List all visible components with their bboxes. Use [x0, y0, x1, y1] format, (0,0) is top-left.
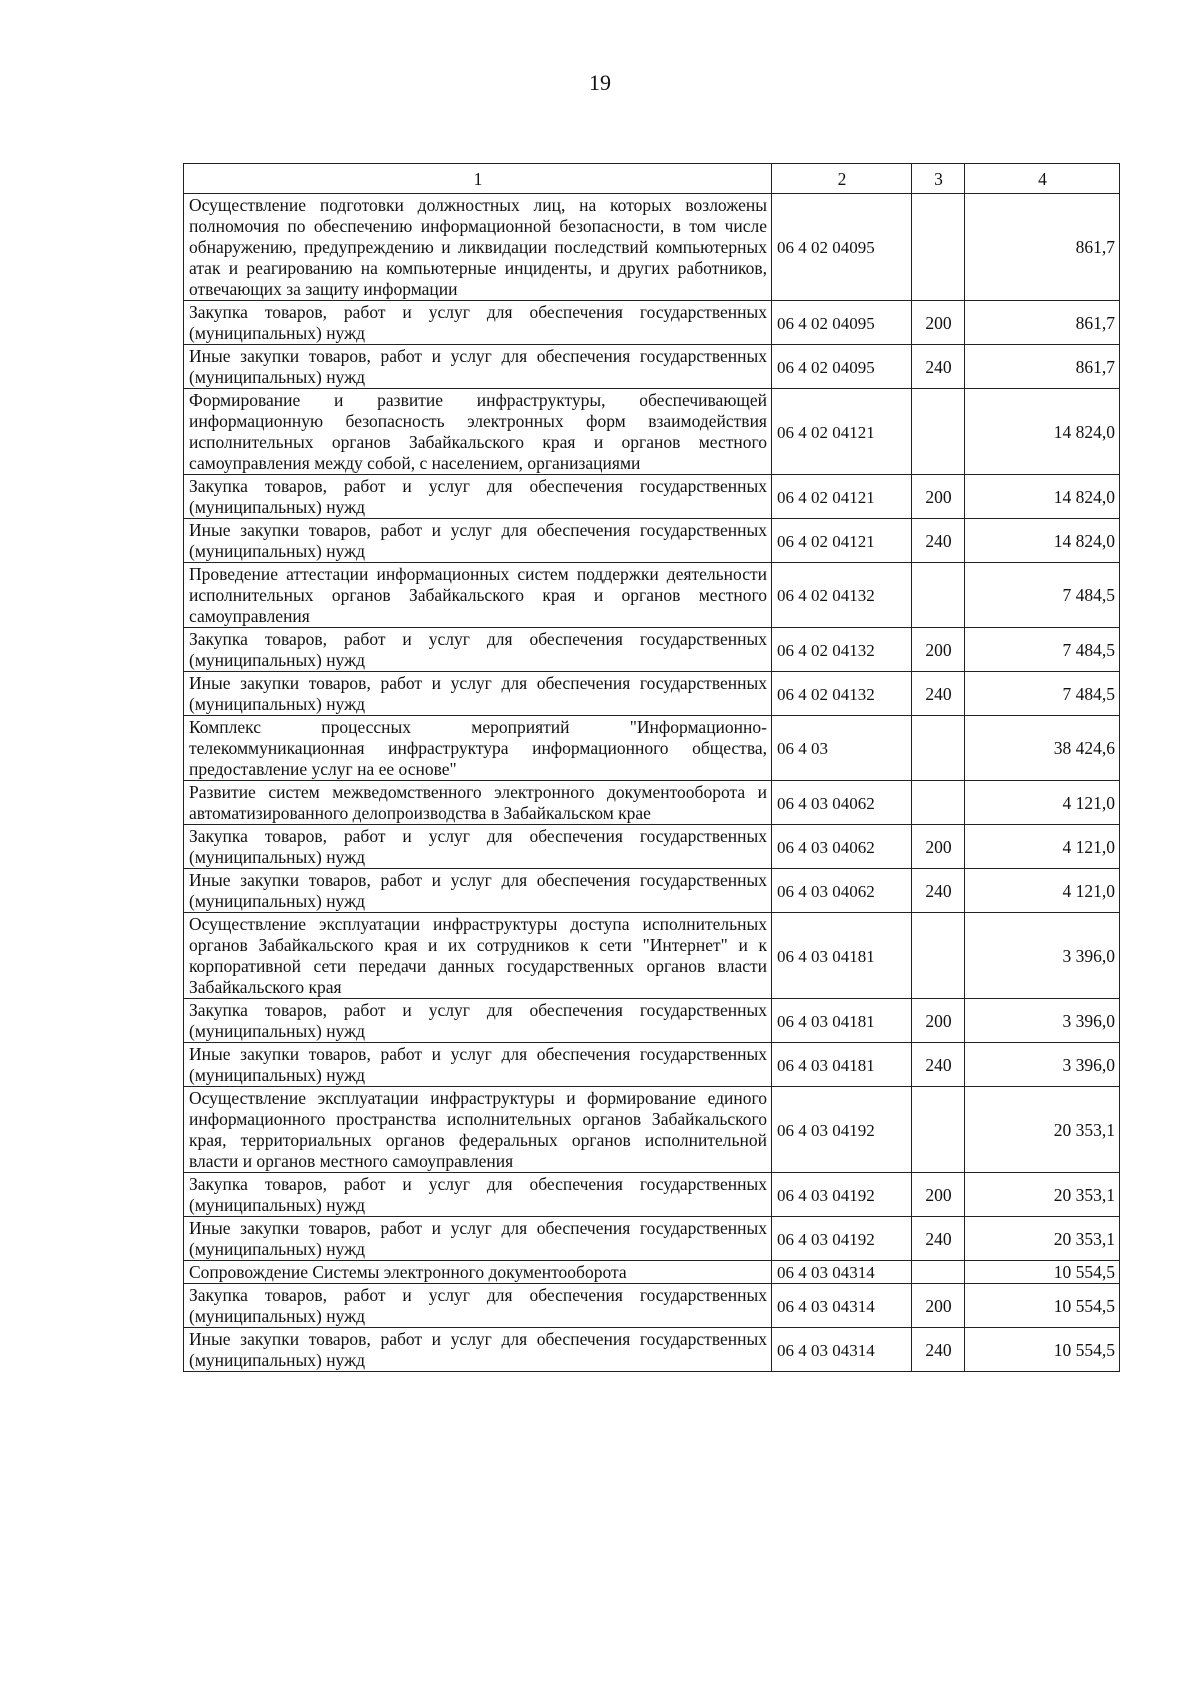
table-row: [184, 869, 1120, 913]
row-sum-cell: 14 824,0: [965, 475, 1120, 519]
row-sum-cell: 4 121,0: [965, 781, 1120, 825]
row-code-cell: 06 4 02 04121: [772, 519, 912, 563]
row-type-cell: [912, 716, 965, 781]
row-type-cell: 240: [912, 1328, 965, 1372]
row-type-cell: [912, 1261, 965, 1284]
row-sum-cell: 4 121,0: [965, 825, 1120, 869]
row-code-cell: 06 4 02 04121: [772, 475, 912, 519]
row-type-cell: 200: [912, 628, 965, 672]
row-name-cell: Осуществление эксплуатации инфраструктуры доступа исполнительных органов Забайкальского края и их сотрудников к сети "Интернет" и к корпоративной сети передачи данных государственных органов власти Забайкальского края: [184, 913, 772, 999]
table-row: [184, 1087, 1120, 1173]
row-code-cell: 06 4 02 04095: [772, 345, 912, 389]
row-name-cell: Осуществление подготовки должностных лиц, на которых возложены полномочия по обеспечению информационной безопасности, в том числе обнаружению, предупреждению и ликвидации последствий компьютерных атак и реагированию на компьютерные инциденты, и других работников, отвечающих за защиту информации: [184, 194, 772, 301]
row-sum-cell: 4 121,0: [965, 869, 1120, 913]
table-row: [184, 825, 1120, 869]
row-type-cell: 200: [912, 301, 965, 345]
row-sum-cell: 3 396,0: [965, 999, 1120, 1043]
row-code-cell: 06 4 03 04192: [772, 1173, 912, 1217]
row-code-cell: 06 4 03 04181: [772, 999, 912, 1043]
row-type-cell: 200: [912, 475, 965, 519]
row-type-cell: [912, 194, 965, 301]
row-type-cell: [912, 389, 965, 475]
row-name-cell: Иные закупки товаров, работ и услуг для обеспечения государственных (муниципальных) нужд: [184, 672, 772, 716]
table-row: [184, 345, 1120, 389]
row-code-cell: 06 4 03 04192: [772, 1087, 912, 1173]
row-type-cell: 240: [912, 869, 965, 913]
table-row: [184, 1328, 1120, 1372]
row-code-cell: 06 4 03 04062: [772, 825, 912, 869]
row-type-cell: [912, 781, 965, 825]
row-type-cell: 240: [912, 1217, 965, 1261]
row-code-cell: 06 4 03 04181: [772, 1043, 912, 1087]
row-sum-cell: 861,7: [965, 194, 1120, 301]
row-type-cell: 200: [912, 999, 965, 1043]
row-type-cell: [912, 913, 965, 999]
row-sum-cell: 3 396,0: [965, 913, 1120, 999]
table-row: [184, 716, 1120, 781]
row-code-cell: 06 4 03 04181: [772, 913, 912, 999]
table-row: [184, 672, 1120, 716]
row-type-cell: 240: [912, 519, 965, 563]
row-code-cell: 06 4 02 04095: [772, 301, 912, 345]
row-name-cell: Иные закупки товаров, работ и услуг для обеспечения государственных (муниципальных) нужд: [184, 869, 772, 913]
row-sum-cell: 10 554,5: [965, 1284, 1120, 1328]
row-type-cell: [912, 563, 965, 628]
row-name-cell: Иные закупки товаров, работ и услуг для обеспечения государственных (муниципальных) нужд: [184, 345, 772, 389]
row-type-cell: 200: [912, 825, 965, 869]
row-name-cell: Иные закупки товаров, работ и услуг для обеспечения государственных (муниципальных) нужд: [184, 1217, 772, 1261]
row-name-cell: Сопровождение Системы электронного документооборота: [184, 1261, 772, 1284]
row-type-cell: 200: [912, 1284, 965, 1328]
table-row: [184, 519, 1120, 563]
table-row: [184, 563, 1120, 628]
table-body: [184, 194, 1120, 1372]
row-name-cell: Закупка товаров, работ и услуг для обеспечения государственных (муниципальных) нужд: [184, 628, 772, 672]
row-code-cell: 06 4 03: [772, 716, 912, 781]
row-name-cell: Развитие систем межведомственного электронного документооборота и автоматизированного делопроизводства в Забайкальском крае: [184, 781, 772, 825]
row-name-cell: Закупка товаров, работ и услуг для обеспечения государственных (муниципальных) нужд: [184, 301, 772, 345]
row-name-cell: Иные закупки товаров, работ и услуг для обеспечения государственных (муниципальных) нужд: [184, 1043, 772, 1087]
column-header-type: 3: [912, 164, 965, 194]
row-sum-cell: 20 353,1: [965, 1173, 1120, 1217]
column-header-name: 1: [184, 164, 772, 194]
row-name-cell: Закупка товаров, работ и услуг для обеспечения государственных (муниципальных) нужд: [184, 1173, 772, 1217]
column-header-code: 2: [772, 164, 912, 194]
table-row: [184, 301, 1120, 345]
row-name-cell: Закупка товаров, работ и услуг для обеспечения государственных (муниципальных) нужд: [184, 1284, 772, 1328]
row-code-cell: 06 4 03 04314: [772, 1328, 912, 1372]
column-header-sum: 4: [965, 164, 1120, 194]
page-number: 19: [589, 70, 611, 95]
row-type-cell: 200: [912, 1173, 965, 1217]
table-row: [184, 475, 1120, 519]
table-row: [184, 389, 1120, 475]
row-sum-cell: 20 353,1: [965, 1217, 1120, 1261]
table-row: [184, 1043, 1120, 1087]
row-name-cell: Иные закупки товаров, работ и услуг для обеспечения государственных (муниципальных) нужд: [184, 519, 772, 563]
row-type-cell: 240: [912, 1043, 965, 1087]
row-sum-cell: 861,7: [965, 345, 1120, 389]
row-sum-cell: 20 353,1: [965, 1087, 1120, 1173]
table-row: [184, 1217, 1120, 1261]
row-name-cell: Формирование и развитие инфраструктуры, обеспечивающей информационную безопасность электронных форм взаимодействия исполнительных органов Забайкальского края и органов местного самоуправления между собой, с населением, организациями: [184, 389, 772, 475]
row-code-cell: 06 4 02 04095: [772, 194, 912, 301]
row-sum-cell: 38 424,6: [965, 716, 1120, 781]
table-row: [184, 1284, 1120, 1328]
table-header-row: [184, 164, 1120, 194]
row-sum-cell: 14 824,0: [965, 389, 1120, 475]
row-name-cell: Проведение аттестации информационных систем поддержки деятельности исполнительных органов Забайкальского края и органов местного самоуправления: [184, 563, 772, 628]
row-name-cell: Комплекс процессных мероприятий "Информационно-телекоммуникационная инфраструктура информационного общества, предоставление услуг на ее основе": [184, 716, 772, 781]
row-code-cell: 06 4 02 04132: [772, 563, 912, 628]
row-type-cell: 240: [912, 345, 965, 389]
row-code-cell: 06 4 02 04132: [772, 672, 912, 716]
row-code-cell: 06 4 02 04121: [772, 389, 912, 475]
row-name-cell: Закупка товаров, работ и услуг для обеспечения государственных (муниципальных) нужд: [184, 475, 772, 519]
row-code-cell: 06 4 03 04192: [772, 1217, 912, 1261]
row-sum-cell: 14 824,0: [965, 519, 1120, 563]
row-code-cell: 06 4 03 04062: [772, 781, 912, 825]
budget-table: [183, 163, 1120, 1372]
row-type-cell: [912, 1087, 965, 1173]
row-code-cell: 06 4 02 04132: [772, 628, 912, 672]
row-name-cell: Иные закупки товаров, работ и услуг для обеспечения государственных (муниципальных) нужд: [184, 1328, 772, 1372]
row-sum-cell: 10 554,5: [965, 1328, 1120, 1372]
table-row: [184, 194, 1120, 301]
table-row: [184, 781, 1120, 825]
row-sum-cell: 7 484,5: [965, 628, 1120, 672]
row-code-cell: 06 4 03 04314: [772, 1284, 912, 1328]
row-name-cell: Закупка товаров, работ и услуг для обеспечения государственных (муниципальных) нужд: [184, 999, 772, 1043]
row-sum-cell: 7 484,5: [965, 563, 1120, 628]
row-name-cell: Закупка товаров, работ и услуг для обеспечения государственных (муниципальных) нужд: [184, 825, 772, 869]
table-row: [184, 913, 1120, 999]
row-name-cell: Осуществление эксплуатации инфраструктуры и формирование единого информационного пространства исполнительных органов Забайкальского края, территориальных органов федеральных органов исполнительной власти и органов местного самоуправления: [184, 1087, 772, 1173]
row-sum-cell: 3 396,0: [965, 1043, 1120, 1087]
table-row: [184, 628, 1120, 672]
row-code-cell: 06 4 03 04062: [772, 869, 912, 913]
table-row: [184, 1173, 1120, 1217]
row-sum-cell: 10 554,5: [965, 1261, 1120, 1284]
row-code-cell: 06 4 03 04314: [772, 1261, 912, 1284]
row-sum-cell: 7 484,5: [965, 672, 1120, 716]
table-row: [184, 1261, 1120, 1284]
row-type-cell: 240: [912, 672, 965, 716]
row-sum-cell: 861,7: [965, 301, 1120, 345]
table-row: [184, 999, 1120, 1043]
